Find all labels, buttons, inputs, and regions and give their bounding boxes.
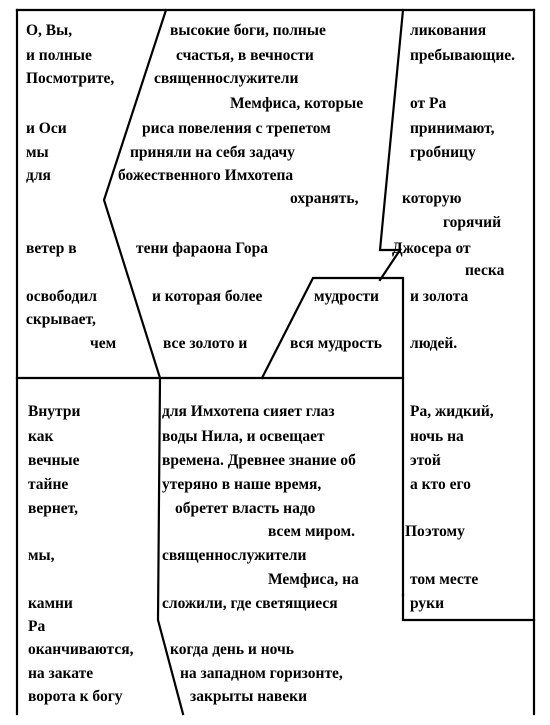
text-line: времена. Древнее знание об	[162, 452, 356, 469]
text-line: и которая более	[152, 288, 263, 305]
text-line: пребывающие.	[410, 47, 516, 64]
text-line: охранять,	[290, 190, 359, 207]
text-line: и Оси	[26, 120, 67, 137]
text-line: оканчиваются,	[28, 641, 134, 658]
text-line: мы	[26, 144, 49, 161]
text-line: сложили, где светящиеся	[162, 595, 338, 612]
text-line: песка	[465, 262, 505, 279]
text-line: Посмотрите,	[26, 70, 115, 87]
text-line: как	[28, 428, 54, 445]
text-line: вся мудрость	[290, 335, 382, 352]
top-left-zigzag-line	[104, 10, 166, 378]
text-line: вернет,	[28, 500, 79, 517]
text-line: людей.	[410, 335, 458, 352]
text-line: утеряно в наше время,	[162, 476, 322, 493]
text-line: этой	[410, 452, 441, 469]
text-line: и полные	[26, 47, 92, 64]
text-line: приняли на себя задачу	[130, 144, 295, 161]
text-line: когда день и ночь	[170, 641, 294, 658]
text-line: высокие боги, полные	[170, 22, 326, 39]
text-line: вечные	[28, 452, 80, 469]
text-line: чем	[90, 335, 117, 352]
text-line: а кто его	[410, 476, 471, 493]
text-line: Джосера от	[392, 240, 471, 257]
text-line: ликования	[410, 22, 487, 39]
text-line: божественного Имхотепа	[118, 167, 294, 184]
text-line: все золото и	[163, 335, 248, 352]
text-line: священнослужители	[162, 547, 307, 564]
text-line: и золота	[410, 288, 469, 305]
text-line: для Имхотепа сияет глаз	[162, 403, 335, 420]
text-line: воды Нила, и освещает	[162, 428, 325, 445]
text-line: Ра, жидкий,	[410, 403, 494, 420]
text-line: камни	[28, 595, 73, 612]
text-line: Внутри	[28, 403, 81, 420]
text-line: всем миром.	[268, 523, 355, 540]
text-line: священнослужители	[154, 70, 299, 87]
text-line: ворота к богу	[28, 688, 123, 705]
text-line: тайне	[28, 476, 69, 493]
text-line: Ра	[28, 618, 46, 635]
text-line: на закате	[28, 665, 94, 682]
text-line: закрыты навеки	[190, 688, 308, 705]
text-line: горячий	[443, 214, 502, 231]
text-line: мудрости	[314, 288, 379, 305]
text-line: тени фараона Гора	[136, 240, 268, 257]
text-line: принимают,	[410, 120, 495, 137]
text-line: для	[26, 167, 51, 184]
text-line: том месте	[410, 571, 479, 588]
text-line: ночь на	[410, 428, 464, 445]
text-line: от Ра	[410, 95, 447, 112]
text-line: руки	[410, 595, 445, 612]
text-line: счастья, в вечности	[176, 47, 314, 64]
text-line: освободил	[26, 288, 97, 305]
text-line: которую	[402, 190, 462, 207]
text-line: Мемфиса, которые	[230, 95, 364, 112]
text-line: риса повеления с трепетом	[142, 120, 331, 137]
text-line: мы,	[28, 547, 55, 564]
text-line: ветер в	[26, 240, 77, 257]
text-line: О, Вы,	[26, 22, 73, 39]
text-line: Мемфиса, на	[268, 571, 359, 588]
text-line: скрывает,	[26, 311, 96, 328]
text-line: на западном горизонте,	[180, 665, 343, 682]
text-line: Поэтому	[405, 523, 465, 540]
text-line: обретет власть надо	[175, 500, 316, 517]
text-line: гробницу	[410, 144, 476, 161]
